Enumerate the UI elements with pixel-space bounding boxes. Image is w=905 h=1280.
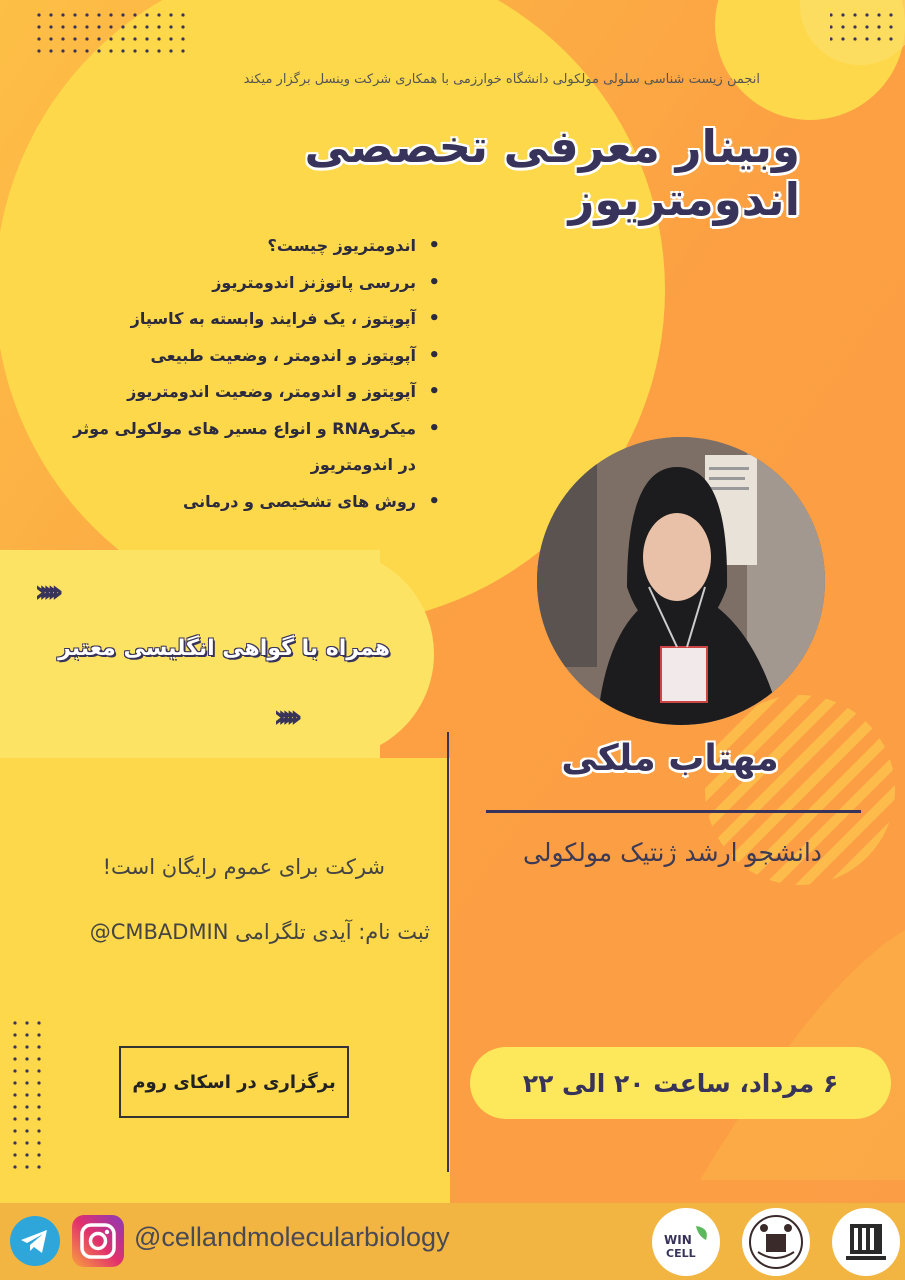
speaker-name: مهتاب ملکی [561, 738, 779, 779]
free-participation-note: شرکت برای عموم رایگان است! [102, 855, 385, 879]
kharazmi-university-logo [832, 1208, 900, 1276]
list-item: • بررسی پاتوژنز اندومتریوز [20, 265, 440, 302]
list-item: • آپوپتوز و اندومتر ، وضعیت طبیعی [20, 338, 440, 375]
svg-text:WIN: WIN [664, 1233, 692, 1247]
social-handle[interactable]: @cellandmolecularbiology [134, 1222, 450, 1252]
instagram-icon[interactable] [72, 1215, 124, 1267]
wincell-logo [652, 1208, 720, 1276]
topic-list [20, 228, 440, 520]
divider [447, 732, 449, 1172]
list-item: • روش های تشخیصی و درمانی [20, 484, 440, 521]
certificate-text: همراه با گواهی انگلیسی معتبر [58, 636, 390, 661]
speaker-role: دانشجو ارشد ژنتیک مولکولی [523, 838, 822, 867]
name-underline [486, 810, 861, 813]
chevrons-right-icon: ››››› [273, 697, 294, 735]
organizer-note: انجمن زیست شناسی سلولی مولکولی دانشگاه خوارزمی با همکاری شرکت وینسل برگزار میکند [243, 72, 760, 87]
association-logo [742, 1208, 810, 1276]
telegram-icon[interactable] [10, 1216, 60, 1266]
platform-label: برگزاری در اسکای روم [132, 1071, 336, 1093]
list-item: در اندومتریوز [310, 455, 416, 474]
list-item: • آپوپتوز ، یک فرایند وابسته به کاسپاز [20, 301, 440, 338]
page-title: وبینار معرفی تخصصی اندومتریوز [304, 120, 800, 226]
list-item: • میکروRNA و انواع مسیر های مولکولی موثر [20, 411, 440, 448]
date-pill [470, 1047, 891, 1119]
event-date: ۶ مرداد، ساعت ۲۰ الی ۲۲ [522, 1068, 839, 1098]
speaker-photo [537, 437, 825, 725]
svg-text:CELL: CELL [666, 1247, 696, 1260]
list-item: • آپوپتوز و اندومتر، وضعیت اندومتریوز [20, 374, 440, 411]
platform-box [119, 1046, 349, 1118]
chevrons-right-icon: ››››› [34, 572, 55, 610]
registration-info: ثبت نام: آیدی تلگرامی CMBADMIN@ [89, 920, 430, 944]
list-item: • اندومتریوز چیست؟ [20, 228, 440, 265]
